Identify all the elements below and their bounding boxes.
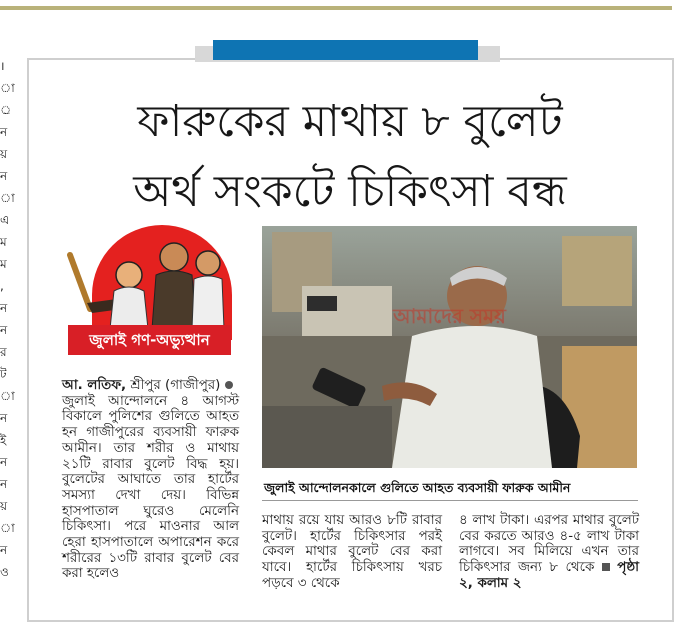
margin-fragment-char: া: [0, 81, 15, 95]
byline-author: আ. লতিফ,: [62, 378, 127, 393]
caption-rule: [262, 500, 638, 501]
margin-fragment-char: ্র: [0, 103, 12, 117]
logo-banner: জুলাই গণ-অভ্যুত্থান: [68, 325, 231, 355]
margin-fragment-char: ই: [0, 433, 7, 447]
top-rule: [0, 6, 672, 10]
body-text-col3: [459, 513, 639, 592]
margin-fragment-char: া: [0, 389, 15, 403]
body-column-3: [459, 513, 639, 592]
photo-illustration: [262, 226, 637, 468]
section-tab: [195, 40, 500, 62]
margin-fragment-char: ন: [0, 455, 8, 469]
body-text-col3-content: ৪ লাখ টাকা। এরপর মাথার বুলেট বের করতে আরও ৪-৫ লাখ টাকা লাগবে। সব মিলিয়ে এখন তার চিকিৎসার জন্য ৮ থেকে: [459, 513, 639, 576]
body-column-2: [262, 513, 442, 592]
margin-fragment-char: া: [0, 191, 15, 205]
margin-fragment-char: ম: [0, 257, 7, 271]
margin-fragment-char: এ: [0, 213, 10, 227]
margin-fragment-char: ন: [0, 125, 8, 139]
margin-fragment-char: ন: [0, 323, 8, 337]
jump-square-icon: [602, 563, 610, 571]
photo-caption: জুলাই আন্দোলনকালে গুলিতে আহত ব্যবসায়ী ফারুক আমীন: [264, 480, 571, 495]
margin-fragment-char: ন: [0, 543, 8, 557]
continuation-jump: পৃষ্ঠা ২, কলাম ২: [459, 560, 639, 591]
july-uprising-logo: [62, 225, 237, 360]
margin-fragment-char: ,: [0, 279, 4, 293]
margin-fragment-char: ম: [0, 235, 7, 249]
margin-fragment-char: ট: [0, 367, 7, 381]
bullet-icon: [225, 381, 233, 389]
logo-figures-illustration: [62, 225, 237, 330]
adjacent-column-fragment: [0, 60, 14, 620]
margin-fragment-char: ও: [0, 565, 9, 579]
byline: [62, 378, 239, 394]
margin-fragment-char: য়: [0, 147, 8, 161]
margin-fragment-char: ন: [0, 169, 8, 183]
article-photo: [262, 226, 637, 468]
margin-fragment-char: া: [0, 521, 15, 535]
margin-fragment-char: য়: [0, 499, 8, 513]
headline-line-1: ফারুকের মাথায় ৮ বুলেট: [137, 96, 563, 147]
margin-fragment-char: র: [0, 345, 7, 359]
body-column-1: [62, 378, 239, 582]
margin-fragment-char: ন: [0, 411, 8, 425]
margin-fragment-char: ।: [0, 59, 5, 73]
headline-line-2: অর্থ সংকটে চিকিৎসা বন্ধ: [133, 166, 567, 217]
margin-fragment-char: ন: [0, 477, 8, 491]
margin-fragment-char: ন: [0, 301, 8, 315]
byline-place: শ্রীপুর (গাজীপুর): [130, 378, 221, 393]
body-text-col1: জুলাই আন্দোলনে ৪ আগস্ট বিকালে পুলিশের গুলিতে আহত হন গাজীপুরের ব্যবসায়ী ফারুক আমীন। তার শরীর ও মাথায় ২১টি রাবার বুলেট বিদ্ধ হয়। বুলেটের আঘাতে তার হার্টের সমস্যা দেখা দেয়। বিভিন্ন হাসপাতাল ঘুরেও মেলেনি চিকিৎসা। পরে মাওনার আল হেরা হাসপাতালে অপারেশন করে শরীরের ১৩টি রাবার বুলেট বের করা হলেও: [62, 393, 239, 582]
photo-watermark: আমাদের সময়: [393, 304, 506, 328]
body-text-col2: মাথায় রয়ে যায় আরও ৮টি রাবার বুলেট। হার্টের চিকিৎসার পরই কেবল মাথার বুলেট বের করা যাবে। হার্টের চিকিৎসায় খরচ পড়বে ৩ থেকে: [262, 513, 442, 591]
section-tab-bar: [213, 40, 478, 60]
